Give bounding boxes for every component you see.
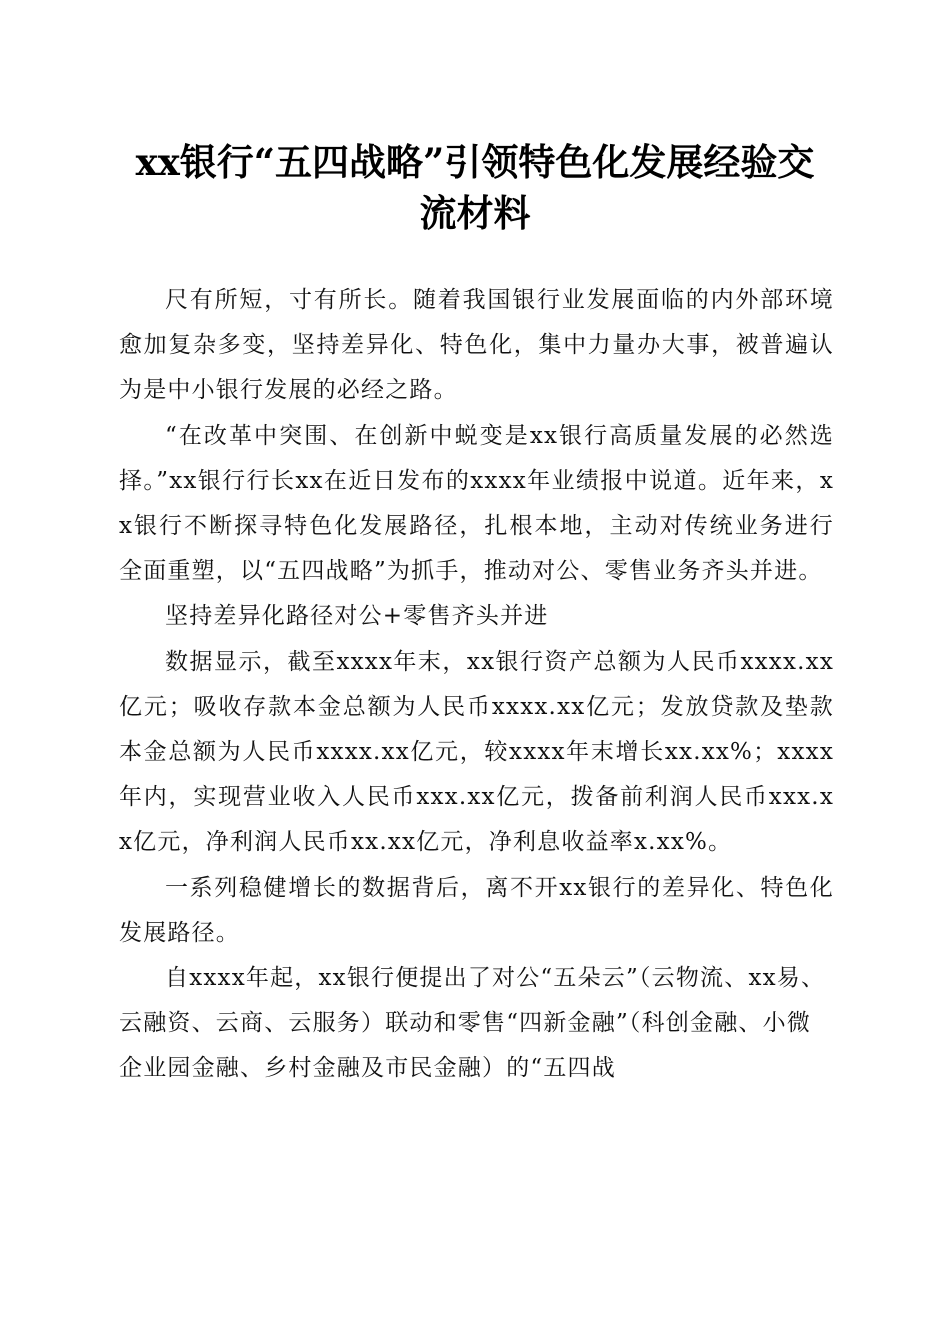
document-title-line-2: 流材料 xyxy=(419,191,531,235)
paragraph-quote: “在改革中突围、在创新中蜕变是xx银行高质量发展的必然选择。”xx银行行长xx在近日发布的xxxx年业绩报中说道。近年来，xx银行不断探寻特色化发展路径，扎根本地，主动对传统业务进行全面重塑，以“五四战略”为抓手，推动对公、零售业务齐头并进。 xyxy=(119,422,834,585)
section-heading: 坚持差异化路径对公+零售齐头并进 xyxy=(165,603,549,630)
paragraph-intro: 尺有所短，寸有所长。随着我国银行业发展面临的内外部环境愈加复杂多变，坚持差异化、特色化，集中力量办大事，被普遍认为是中小银行发展的必经之路。 xyxy=(119,287,834,404)
document-title xyxy=(100,137,850,239)
paragraph-strategy: 自xxxx年起，xx银行便提出了对公“五朵云”（云物流、xx易、云融资、云商、云服务）联动和零售“四新金融”（科创金融、小微企业园金融、乡村金融及市民金融）的“五四战 xyxy=(119,965,826,1082)
document-body xyxy=(119,278,834,1092)
paragraph-growth: 一系列稳健增长的数据背后，离不开xx银行的差异化、特色化发展路径。 xyxy=(119,874,834,946)
document-title-line-1: xx银行“五四战略”引领特色化发展经验交 xyxy=(135,140,815,184)
paragraph-data: 数据显示，截至xxxx年末，xx银行资产总额为人民币xxxx.xx亿元；吸收存款本金总额为人民币xxxx.xx亿元；发放贷款及垫款本金总额为人民币xxxx.xx亿元，较xxxx年末增长xx.xx%；xxxx年内，实现营业收入人民币xxx.xx亿元，拨备前利润人民币xxx.xx亿元，净利润人民币xx.xx亿元，净利息收益率x.xx%。 xyxy=(119,648,834,856)
